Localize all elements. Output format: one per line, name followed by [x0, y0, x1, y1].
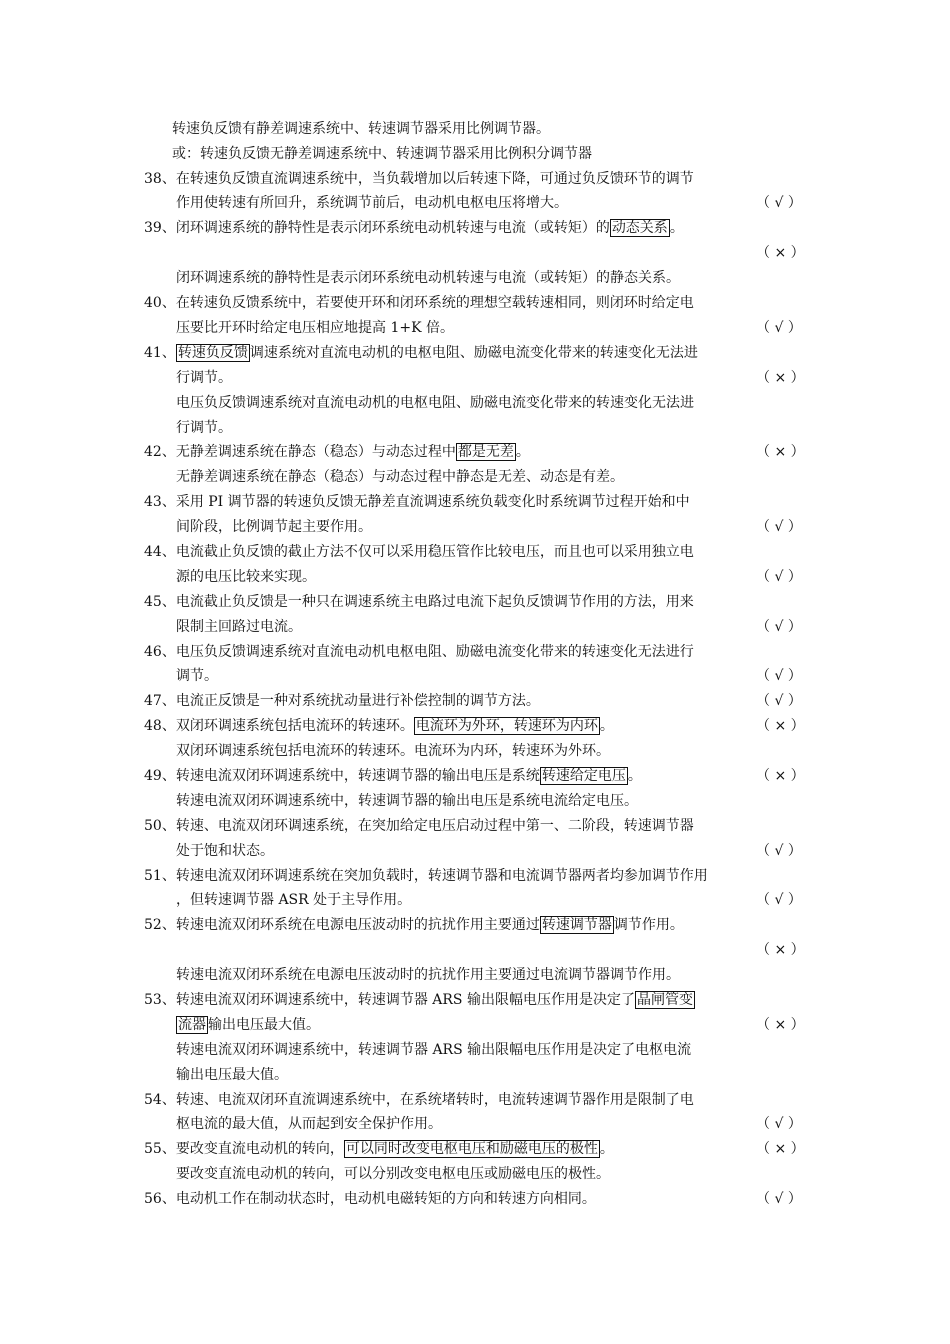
text-line [176, 269, 680, 287]
text-run: 43、采用 PI 调节器的转速负反馈无静差直流调速系统负载变化时系统调节过程开始和中 [144, 494, 690, 510]
answer-mark: （ √ ） [756, 195, 802, 211]
text-run: 处于饱和状态。 [176, 843, 274, 859]
text-line [176, 468, 624, 486]
text-line [176, 792, 638, 810]
text-run: 54、转速、电流双闭环直流调速系统中，在系统堵转时，电流转速调节器作用是限制了电 [144, 1092, 694, 1108]
text-run: 闭环调速系统的静特性是表示闭环系统电动机转速与电流（或转矩）的静态关系。 [176, 270, 680, 286]
text-line [176, 891, 411, 909]
text-line [144, 717, 614, 735]
boxed-phrase: 转速调节器 [541, 917, 612, 933]
text-line [176, 394, 694, 412]
text-run: 行调节。 [176, 370, 232, 386]
text-run: 。 [515, 444, 530, 460]
text-run: 调速系统对直流电动机的电枢电阻、励磁电流变化带来的转速变化无法进 [249, 345, 698, 361]
text-run: 调节。 [176, 668, 218, 684]
text-line [144, 593, 694, 611]
text-run: 作用使转速有所回升，系统调节前后，电动机电枢电压将增大。 [176, 195, 568, 211]
text-line [144, 1140, 614, 1158]
text-run: 52、转速电流双闭环系统在电源电压波动时的抗扰作用主要通过 [144, 917, 540, 933]
answer-mark: （ × ） [756, 1141, 805, 1157]
boxed-phrase: 可以同时改变电枢电压和励磁电压的极性 [345, 1141, 598, 1157]
answer-mark: （ √ ） [756, 668, 802, 684]
text-run: 51、转速电流双闭环调速系统在突加负载时，转速调节器和电流调节器两者均参加调节作用 [144, 868, 708, 884]
text-line [176, 618, 302, 636]
text-line [176, 194, 568, 212]
text-line [176, 319, 454, 337]
text-line [176, 1066, 288, 1084]
text-run: 46、电压负反馈调速系统对直流电动机电枢电阻、励磁电流变化带来的转速变化无法进行 [144, 644, 694, 660]
boxed-phrase: 都是无差 [457, 444, 514, 460]
boxed-phrase: 转速负反馈 [177, 345, 248, 361]
text-run: 50、转速、电流双闭环调速系统，在突加给定电压启动过程中第一、二阶段，转速调节器 [144, 818, 694, 834]
answer-mark: （ × ） [756, 942, 805, 958]
text-run: 转速电流双闭环调速系统中，转速调节器的输出电压是系统电流给定电压。 [176, 793, 638, 809]
text-line [176, 419, 232, 437]
text-run: 。 [627, 768, 642, 784]
text-run: 38、在转速负反馈直流调速系统中，当负载增加以后转速下降，可通过负反馈环节的调节 [144, 171, 694, 187]
text-run: 双闭环调速系统包括电流环的转速环。电流环为内环，转速环为外环。 [176, 743, 610, 759]
text-line [144, 170, 694, 188]
text-line [144, 493, 690, 511]
text-line [176, 1016, 320, 1034]
text-run: 输出电压最大值。 [208, 1017, 320, 1033]
text-run: 。 [599, 1141, 614, 1157]
text-run: 转速电流双闭环调速系统中，转速调节器 ARS 输出限幅电压作用是决定了电枢电流 [176, 1042, 692, 1058]
text-run: 。 [599, 718, 614, 734]
boxed-phrase: 动态关系 [611, 220, 668, 236]
text-line [144, 692, 540, 710]
text-run: 限制主回路过电流。 [176, 619, 302, 635]
text-run: 无静差调速系统在静态（稳态）与动态过程中静态是无差、动态是有差。 [176, 469, 624, 485]
answer-mark: （ √ ） [756, 892, 802, 908]
text-line [176, 966, 680, 984]
text-run: 输出电压最大值。 [176, 1067, 288, 1083]
text-run: 56、电动机工作在制动状态时，电动机电磁转矩的方向和转速方向相同。 [144, 1191, 596, 1207]
text-line [176, 1115, 442, 1133]
text-run: 源的电压比较来实现。 [176, 569, 316, 585]
answer-mark: （ × ） [756, 444, 805, 460]
text-line [144, 916, 684, 934]
text-line [176, 842, 274, 860]
text-run: 48、双闭环调速系统包括电流环的转速环。 [144, 718, 414, 734]
text-run: 或：转速负反馈无静差调速系统中、转速调节器采用比例积分调节器 [172, 146, 592, 162]
answer-mark: （ √ ） [756, 320, 802, 336]
answer-mark: （ √ ） [756, 1191, 802, 1207]
answer-mark: （ √ ） [756, 519, 802, 535]
answer-mark: （ √ ） [756, 569, 802, 585]
text-run: 枢电流的最大值，从而起到安全保护作用。 [176, 1116, 442, 1132]
text-line [144, 643, 694, 661]
boxed-phrase: 转速给定电压 [541, 768, 626, 784]
text-run: 。 [669, 220, 684, 236]
answer-mark: （ × ） [756, 370, 805, 386]
boxed-phrase: 电流环为外环，转速环为内环 [415, 718, 598, 734]
answer-mark: （ √ ） [756, 619, 802, 635]
text-line [176, 667, 218, 685]
text-line [144, 767, 642, 785]
text-run: 40、在转速负反馈系统中，若要使开环和闭环系统的理想空载转速相同，则闭环时给定电 [144, 295, 694, 311]
text-line [144, 1190, 596, 1208]
answer-mark: （ × ） [756, 718, 805, 734]
text-run: 调节作用。 [613, 917, 684, 933]
text-line [144, 867, 708, 885]
text-run: 压要比开环时给定电压相应地提高 1+K 倍。 [176, 320, 454, 336]
text-run: 44、电流截止负反馈的截止方法不仅可以采用稳压管作比较电压，而且也可以采用独立电 [144, 544, 694, 560]
text-run: 39、闭环调速系统的静特性是表示闭环系统电动机转速与电流（或转矩）的 [144, 220, 610, 236]
text-line [172, 145, 592, 163]
text-line [144, 344, 698, 362]
text-line [144, 443, 530, 461]
answer-mark: （ √ ） [756, 843, 802, 859]
text-line [176, 568, 316, 586]
text-line [176, 1041, 691, 1059]
text-run: 电压负反馈调速系统对直流电动机的电枢电阻、励磁电流变化带来的转速变化无法进 [176, 395, 694, 411]
text-line [144, 219, 684, 237]
text-line [176, 1165, 610, 1183]
answer-mark: （ × ） [756, 768, 805, 784]
text-run: 要改变直流电动机的转向，可以分别改变电枢电压或励磁电压的极性。 [176, 1166, 610, 1182]
text-run: 间阶段，比例调节起主要作用。 [176, 519, 372, 535]
text-run: 53、转速电流双闭环调速系统中，转速调节器 ARS 输出限幅电压作用是决定了 [144, 992, 635, 1008]
text-line [176, 742, 610, 760]
boxed-phrase: 晶闸管变 [636, 992, 693, 1008]
text-line [144, 817, 694, 835]
answer-mark: （ √ ） [756, 693, 802, 709]
text-run: 行调节。 [176, 420, 232, 436]
text-run: 41、 [144, 345, 176, 361]
text-line [144, 991, 695, 1009]
text-run: 42、无静差调速系统在静态（稳态）与动态过程中 [144, 444, 456, 460]
text-line [144, 543, 694, 561]
text-line [144, 1091, 694, 1109]
text-run: 47、电流正反馈是一种对系统扰动量进行补偿控制的调节方法。 [144, 693, 540, 709]
boxed-phrase: 流器 [178, 1017, 206, 1033]
text-run: 45、电流截止负反馈是一种只在调速系统主电路过电流下起负反馈调节作用的方法，用来 [144, 594, 694, 610]
text-run: ，但转速调节器 ASR 处于主导作用。 [176, 892, 412, 908]
answer-mark: （ √ ） [756, 1116, 802, 1132]
text-line [176, 518, 372, 536]
text-line [176, 369, 232, 387]
text-run: 转速负反馈有静差调速系统中、转速调节器采用比例调节器。 [172, 121, 550, 137]
text-line [144, 294, 694, 312]
text-line [172, 120, 550, 138]
answer-mark: （ × ） [756, 245, 805, 261]
text-run: 转速电流双闭环系统在电源电压波动时的抗扰作用主要通过电流调节器调节作用。 [176, 967, 680, 983]
answer-mark: （ × ） [756, 1017, 805, 1033]
text-run: 49、转速电流双闭环调速系统中，转速调节器的输出电压是系统 [144, 768, 540, 784]
text-run: 55、要改变直流电动机的转向， [144, 1141, 344, 1157]
